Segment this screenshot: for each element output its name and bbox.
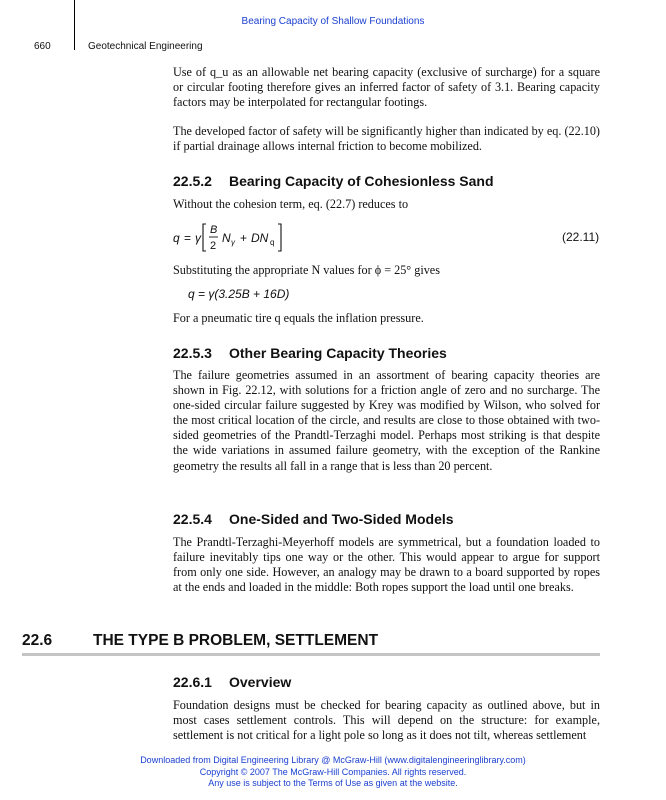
- footer-download-line[interactable]: Downloaded from Digital Engineering Library @ McGraw-Hill (www.digitalengineeringlibrary.com): [140, 755, 526, 765]
- download-footer: [0, 755, 666, 790]
- svg-text:N: N: [222, 231, 231, 245]
- paragraph-without-cohesion: [173, 197, 600, 212]
- paragraph-text: Use of q_u as an allowable net bearing capacity (exclusive of surcharge) for a square or circular footing therefore gives an inferred factor of safety of 3.1. Bearing capacity factors may be interpolated for rectangular footings.: [173, 65, 600, 110]
- svg-text:q: q: [270, 238, 275, 247]
- section-number: 22.5.2: [173, 173, 212, 189]
- paragraph-one-sided-models: [173, 535, 600, 595]
- paragraph-failure-geometries: [173, 368, 600, 474]
- section-heading-22-6-1: [173, 674, 291, 690]
- section-heading-22-5-2: [173, 173, 494, 189]
- paragraph-text: The Prandtl-Terzaghi-Meyerhoff models are symmetrical, but a foundation loaded to failure inevitably tips one way or the other. This would appear to argue for support from only one side. However, an analogy may be drawn to a board supported by ropes at the ends and loaded in the middle: Both ropes support the load until one breaks.: [173, 535, 600, 595]
- paragraph-substituting: [173, 263, 600, 278]
- paragraph-overview: [173, 698, 600, 743]
- running-header-title: Bearing Capacity of Shallow Foundations: [241, 16, 425, 27]
- paragraph-text: For a pneumatic tire q equals the inflation pressure.: [173, 311, 424, 325]
- section-title: One-Sided and Two-Sided Models: [229, 511, 454, 527]
- header-vertical-rule: [74, 0, 75, 50]
- section-divider: [22, 653, 600, 656]
- equation-number: (22.11): [562, 230, 600, 244]
- book-title: Geotechnical Engineering: [88, 41, 203, 52]
- paragraph-pneumatic-tire: [173, 311, 600, 326]
- paragraph-text: Without the cohesion term, eq. (22.7) reduces to: [173, 197, 409, 211]
- section-title: Other Bearing Capacity Theories: [229, 345, 447, 361]
- section-heading-22-5-4: [173, 511, 454, 527]
- footer-copyright-line: Copyright © 2007 The McGraw-Hill Companies. All rights reserved.: [199, 766, 467, 777]
- paragraph-allowable-capacity: [173, 65, 600, 110]
- section-number: 22.6: [22, 632, 53, 649]
- svg-text:=: =: [184, 231, 192, 245]
- section-number: 22.6.1: [173, 674, 212, 690]
- section-number: 22.5.4: [173, 511, 212, 527]
- svg-text:B: B: [210, 224, 218, 236]
- page-number: 660: [34, 41, 51, 52]
- section-title: Overview: [229, 674, 292, 690]
- svg-text:γ: γ: [231, 238, 235, 247]
- svg-text:2: 2: [210, 240, 217, 252]
- paragraph-text: The failure geometries assumed in an assortment of bearing capacity theories are shown in Fig. 22.12, with solutions for a friction angle of zero and no surcharge. The one-sided circular failure suggested by Krey was modified by Wilson, who solved for the most critical location of the circle, and results are close to those obtained with two-sided geometries of the Prandtl-Terzaghi model. Perhaps most striking is that despite the wide variations in assumed failure geometry, with the exception of the Rankine geometry the results all fall in a range that is less than 20 percent.: [173, 368, 600, 473]
- paragraph-text: The developed factor of safety will be significantly higher than indicated by eq. (22.10) if partial drainage allows internal friction to become mobilized.: [173, 124, 600, 154]
- equation-22-11: [170, 218, 310, 258]
- paragraph-text: Substituting the appropriate N values for ϕ = 25° gives: [173, 263, 440, 277]
- section-heading-22-6: [22, 632, 378, 650]
- svg-text:q: q: [173, 231, 180, 245]
- paragraph-text: Foundation designs must be checked for bearing capacity as outlined above, but in most cases settlement controls. This will depend on the structure: for example, settlement is not critical for a light pole so long as it does not tilt, whereas settlement: [173, 698, 600, 743]
- footer-terms-line[interactable]: Any use is subject to the Terms of Use as given at the website.: [208, 778, 458, 788]
- svg-text:DN: DN: [251, 231, 269, 245]
- section-title: THE TYPE B PROBLEM, SETTLEMENT: [93, 632, 379, 649]
- equation-q-gamma: q = γ(3.25B + 16D): [188, 287, 290, 301]
- svg-text:γ: γ: [195, 231, 201, 245]
- paragraph-developed-safety: [173, 124, 600, 154]
- svg-text:+: +: [240, 231, 248, 245]
- section-title: Bearing Capacity of Cohesionless Sand: [229, 173, 494, 189]
- section-heading-22-5-3: [173, 345, 447, 361]
- section-number: 22.5.3: [173, 345, 212, 361]
